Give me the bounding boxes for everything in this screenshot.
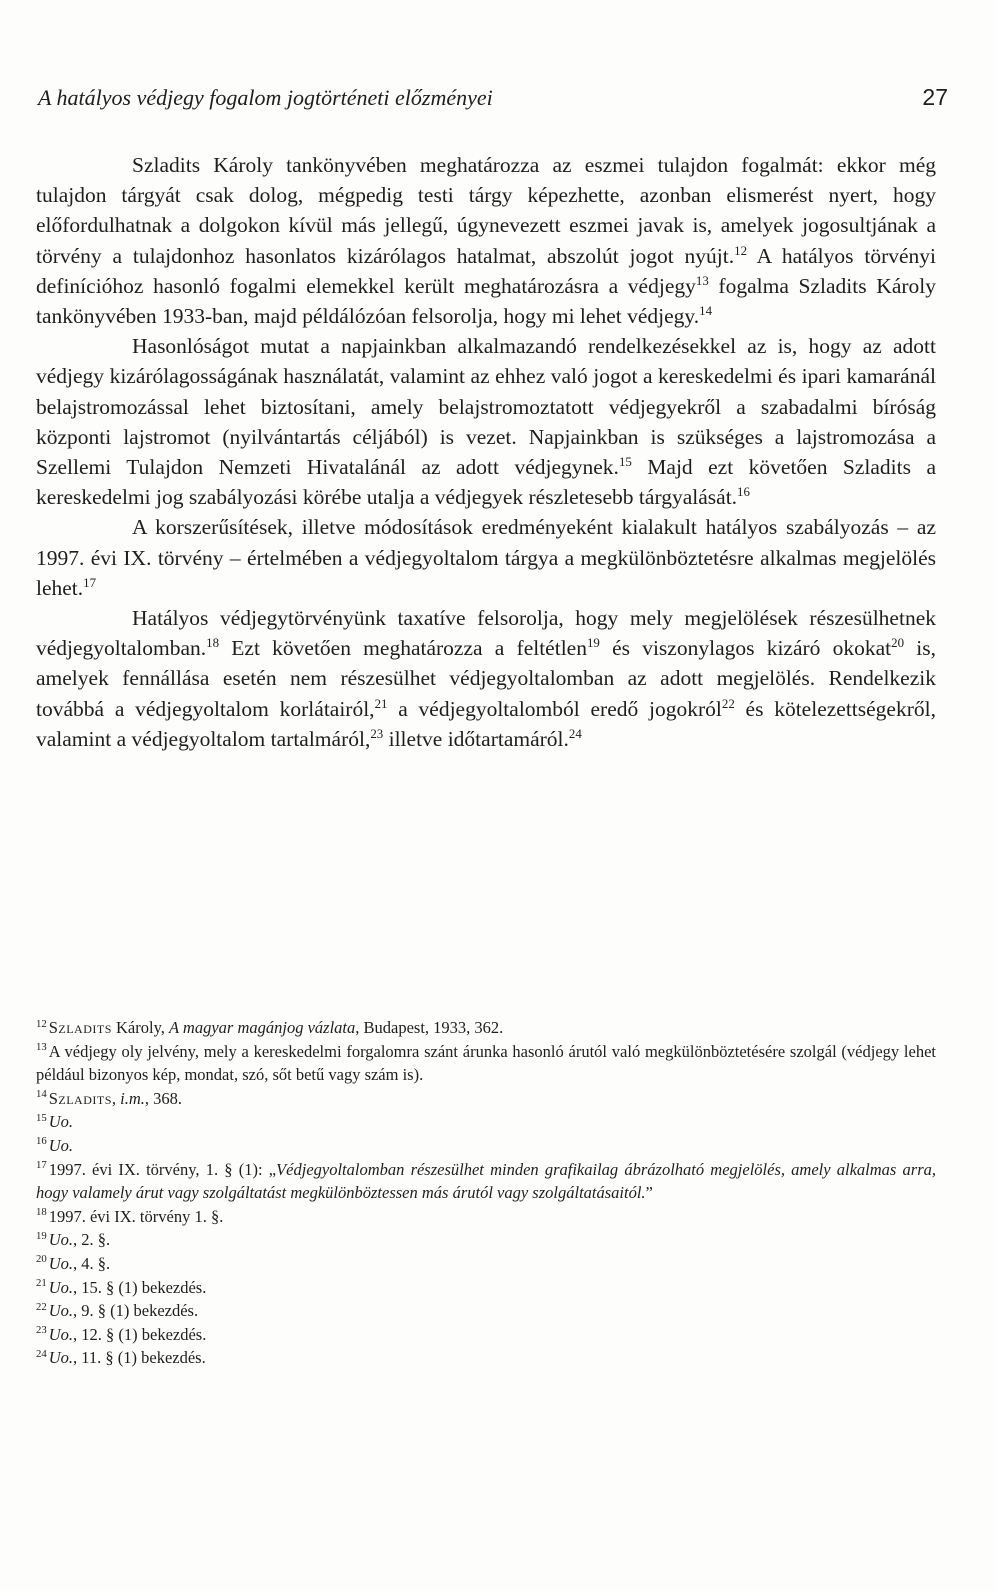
p4-text-1: Hatályos védjegytörvényünk taxatíve felsorolja, hogy mely megjelölések részesülhetnek védjegyoltalomban.: [36, 606, 936, 661]
footnote-ref-15[interactable]: 15: [618, 454, 632, 469]
footnote-abbrev: Uo.: [48, 1135, 74, 1155]
footnote-number: 24: [36, 1347, 47, 1360]
footnote-text: A védjegy oly jelvény, mely a kereskedelmi forgalomra szánt árunka hasonló árutól való megkülönböztetésére szolgál (védjegy lehet például bizonyos kép, mondat, szó, sőt betű vagy szám is).: [36, 1041, 936, 1085]
footnote-number: 20: [36, 1253, 47, 1266]
footnote-22: [36, 1299, 936, 1323]
footnote-number: 15: [36, 1111, 47, 1124]
footnote-ref-16[interactable]: 16: [737, 485, 750, 500]
footnote-17: [36, 1158, 936, 1205]
p3-text-1: A korszerűsítések, illetve módosítások eredményeként kialakult hatályos szabályozás – az 1997. évi IX. törvény – értelmében a védjegyoltalom tárgya a megkülönböztetésre alkalmas megjelölés lehet.: [36, 515, 936, 600]
footnote-text: 1997. évi IX. törvény, 1. § (1): „: [48, 1159, 277, 1179]
paragraph-3: [36, 512, 936, 603]
running-title: A hatályos védjegy fogalom jogtörténeti előzményei: [38, 85, 493, 110]
footnote-ref-12[interactable]: 12: [734, 243, 748, 258]
footnote-text: Károly,: [111, 1018, 170, 1037]
p2-text-2: Majd ezt követően Szladits a kereskedelmi jog szabályozási körébe utalja a védjegyek részletesebb tárgyalását.: [36, 455, 936, 510]
footnote-13: [36, 1040, 936, 1087]
footnote-abbrev: Uo.: [48, 1277, 74, 1297]
footnote-text: , 11. § (1) bekezdés.: [73, 1348, 206, 1368]
footnote-number: 23: [36, 1324, 47, 1337]
p4-text-2: Ezt követően meghatározza a feltétlen: [219, 636, 587, 661]
footnote-ref-24[interactable]: 24: [568, 726, 582, 741]
footnote-ref-22[interactable]: 22: [721, 696, 735, 711]
footnote-quote: Védjegyoltalomban részesülhet minden grafikailag ábrázolható megjelölés, amely alkalmas arra, hogy valamely árut vagy szolgáltatást megkülönböztessen más árutól vagy szolgáltatásaitól.: [36, 1159, 936, 1203]
page-number: 27: [922, 84, 948, 110]
p1-text-2: A hatályos törvényi definícióhoz hasonló fogalmi elemekkel került meghatározásra a védjegy: [36, 243, 937, 298]
footnote-author: Szladits: [48, 1018, 112, 1037]
footnote-text: ”: [645, 1183, 653, 1203]
footnote-number: 13: [36, 1041, 47, 1054]
footnote-number: 17: [36, 1159, 47, 1172]
footnote-number: 21: [36, 1277, 47, 1290]
p2-text-1: Hasonlóságot mutat a napjainkban alkalmazandó rendelkezésekkel az is, hogy az adott védjegy kizárólagosságának használatát, valamint az ehhez való jogot a kereskedelmi és ipari kamaránál belajstromozással lehet biztosítani, amely belajstromoztatott védjegyekről a szabadalmi bíróság központi lajstromot (nyilvántartás céljából) is vezet. Napjainkban is szükséges a lajstromozása a Szellemi Tulajdon Nemzeti Hivatalánál az adott védjegynek.: [36, 334, 936, 480]
footnote-abbrev: Uo.: [48, 1301, 74, 1321]
paragraph-2: [36, 331, 936, 512]
footnote-text: 1997. évi IX. törvény 1. §.: [48, 1206, 224, 1226]
footnote-20: [36, 1252, 936, 1276]
p1-text-3: fogalma Szladits Károly tankönyvében 1933-ban, majd példálózóan felsorolja, hogy mi lehet védjegy.: [36, 273, 936, 329]
footnote-text: , 368.: [144, 1088, 183, 1108]
footnote-book-title: A magyar magánjog vázlata: [169, 1018, 356, 1037]
footnote-15: [36, 1110, 936, 1134]
footnote-text: , 2. §.: [73, 1230, 111, 1250]
footnote-number: 22: [36, 1300, 47, 1313]
footnote-author: Szladits: [48, 1088, 112, 1108]
p4-text-3: és viszonylagos kizáró okokat: [599, 636, 892, 661]
footnote-16: [36, 1134, 936, 1158]
footnote-text: , Budapest, 1933, 362.: [355, 1018, 504, 1037]
footnote-abbrev: i.m.: [120, 1088, 145, 1108]
p4-text-5: a védjegyoltalomból eredő jogokról: [387, 696, 722, 721]
footnote-abbrev: Uo.: [48, 1348, 74, 1368]
footnote-text: , 4. §.: [73, 1253, 111, 1273]
paragraph-1: [36, 150, 936, 331]
footnote-ref-13[interactable]: 13: [695, 273, 709, 288]
footnote-text: ,: [111, 1088, 121, 1108]
footnote-abbrev: Uo.: [48, 1230, 74, 1250]
footnote-21: [36, 1276, 936, 1300]
body-text: [36, 150, 936, 754]
footnote-ref-21[interactable]: 21: [374, 696, 388, 711]
footnote-number: 12: [36, 1017, 47, 1030]
p4-text-4: is, amelyek fennállása esetén nem részesülhet védjegyoltalomban az adott megjelölés. Rendelkezik továbbá a védjegyoltalom korlátairól,: [36, 636, 936, 721]
p4-text-7: illetve időtartamáról.: [383, 726, 569, 751]
footnote-14: [36, 1087, 936, 1111]
footnote-abbrev: Uo.: [48, 1253, 74, 1273]
footnote-number: 18: [36, 1206, 47, 1219]
footnote-ref-19[interactable]: 19: [586, 636, 600, 651]
p1-text-1: Szladits Károly tankönyvében meghatározza az eszmei tulajdon fogalmát: ekkor még tulajdon tárgyát csak dolog, mégpedig testi tárgy képezhette, azonban elismerést nyert, hogy előfordulhatnak a dolgokon kívül más jellegű, úgynevezett eszmei javak is, amelyek jogosultjának a törvény a tulajdonhoz hasonlatos kizárólagos hatalmat, abszolút jogot nyújt.: [36, 153, 936, 268]
footnote-ref-23[interactable]: 23: [370, 726, 384, 741]
footnote-23: [36, 1323, 936, 1347]
p4-text-6: és kötelezettségekről, valamint a védjegyoltalom tartalmáról,: [36, 696, 936, 751]
footnote-ref-18[interactable]: 18: [206, 636, 220, 651]
running-header: [38, 84, 948, 111]
footnote-19: [36, 1228, 936, 1252]
footnote-12: [36, 1016, 936, 1040]
footnotes: [36, 1016, 936, 1370]
paragraph-4: [36, 603, 936, 754]
footnote-number: 16: [36, 1135, 47, 1148]
footnote-text: , 12. § (1) bekezdés.: [73, 1324, 207, 1344]
footnote-ref-14[interactable]: 14: [699, 303, 713, 318]
footnote-abbrev: Uo.: [48, 1324, 74, 1344]
footnote-text: , 15. § (1) bekezdés.: [73, 1277, 207, 1297]
footnote-ref-17[interactable]: 17: [83, 575, 97, 590]
footnote-ref-20[interactable]: 20: [891, 636, 905, 651]
footnote-number: 14: [36, 1088, 47, 1101]
footnote-number: 19: [36, 1229, 47, 1242]
footnote-24: [36, 1346, 936, 1370]
footnote-18: [36, 1205, 936, 1229]
footnote-text: , 9. § (1) bekezdés.: [73, 1301, 199, 1321]
footnote-abbrev: Uo.: [48, 1112, 74, 1132]
